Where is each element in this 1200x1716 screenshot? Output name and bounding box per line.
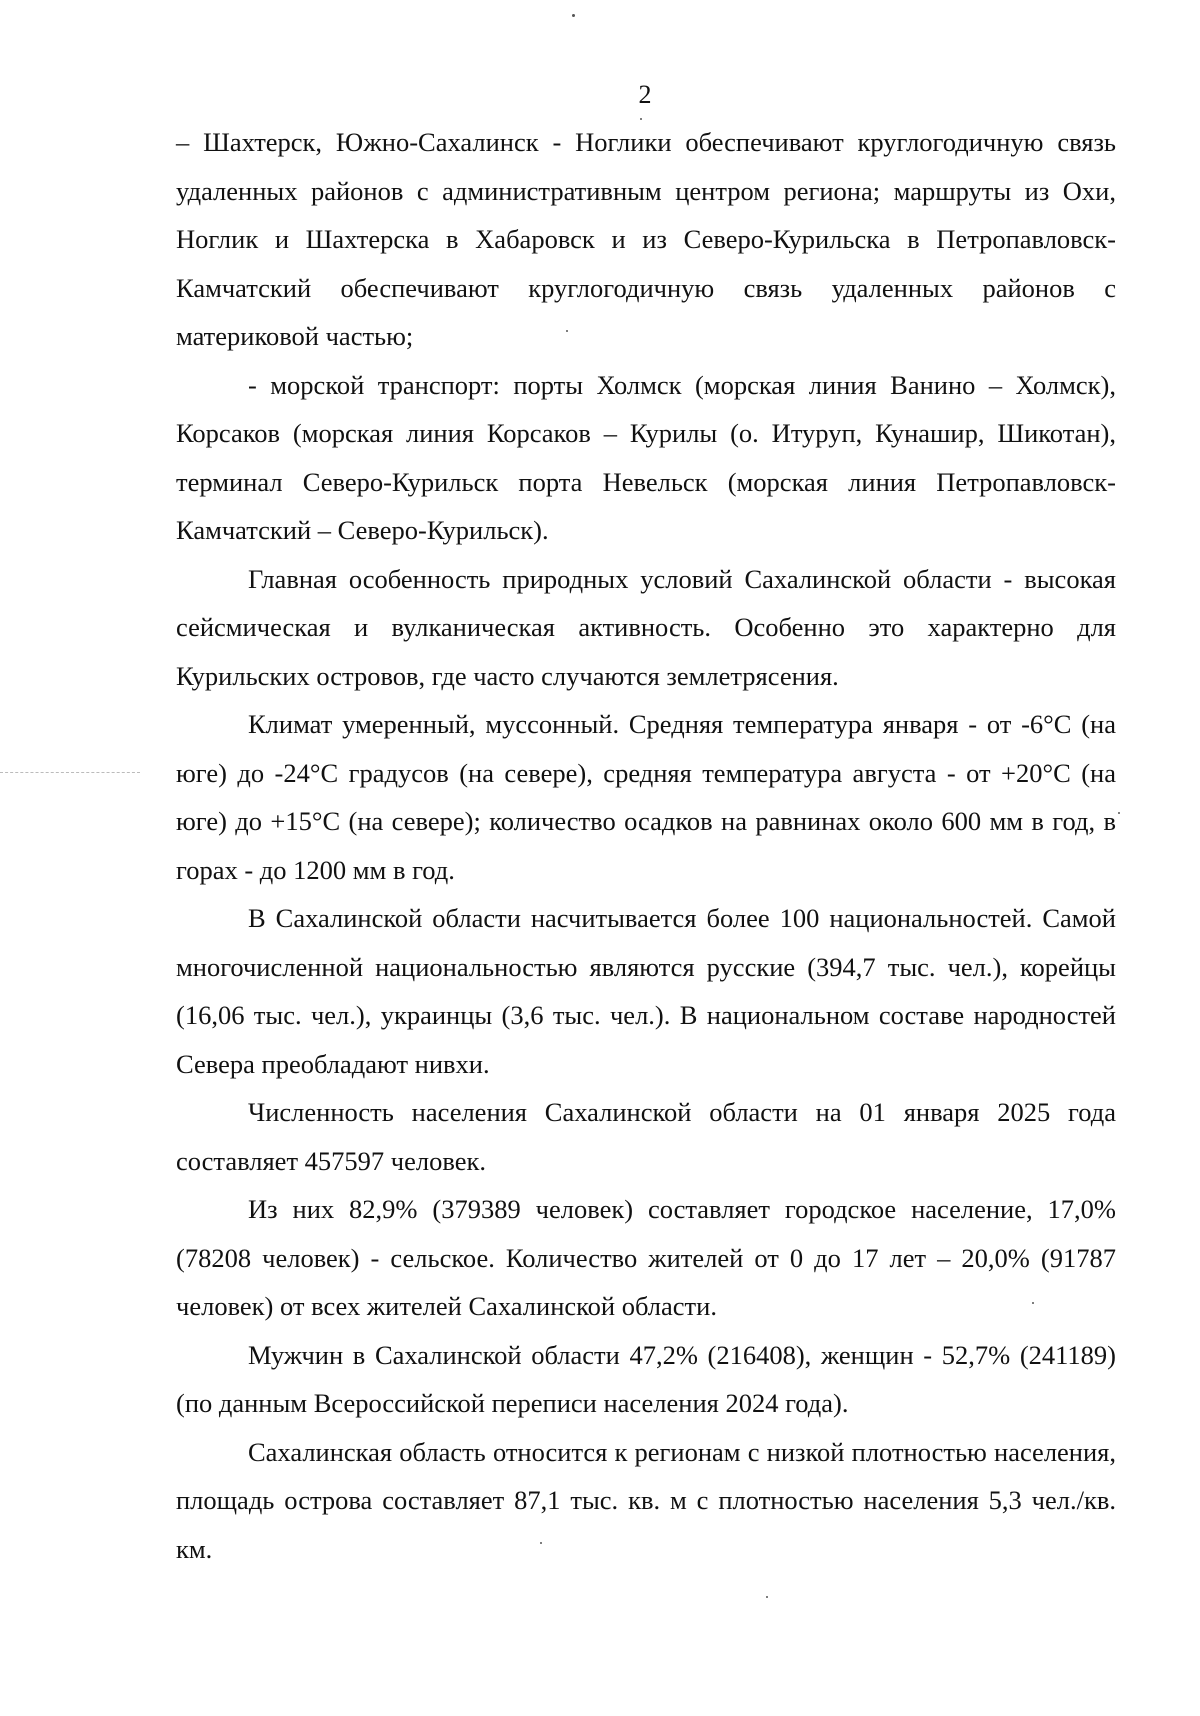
- scan-speck: [572, 14, 575, 17]
- page-number: 2: [638, 80, 652, 109]
- scan-speck: [540, 1542, 542, 1544]
- scan-speck: [1032, 1302, 1034, 1304]
- scan-edge-mark: [0, 772, 140, 774]
- body-text: [176, 118, 1116, 1573]
- paragraph-sea-transport: - морской транспорт: порты Холмск (морская линия Ванино – Холмск), Корсаков (морская линия Корсаков – Курилы (о. Итуруп, Кунашир, Шикотан), терминал Северо-Курильск порта Невельск (морская линия Петропавловск-Камчатский – Северо-Курильск).: [176, 369, 1116, 545]
- paragraph-nationalities: В Сахалинской области насчитывается более 100 национальностей. Самой многочисленной национальностью являются русские (394,7 тыс. чел.), корейцы (16,06 тыс. чел.), украинцы (3,6 тыс. чел.). В национальном составе народностей Севера преобладают нивхи.: [176, 903, 1116, 1079]
- scan-speck: [566, 330, 568, 332]
- scan-speck: [1118, 812, 1120, 814]
- paragraph-gender: Мужчин в Сахалинской области 47,2% (216408), женщин - 52,7% (241189) (по данным Всероссийской переписи населения 2024 года).: [176, 1339, 1116, 1418]
- paragraph-natural-conditions: Главная особенность природных условий Сахалинской области - высокая сейсмическая и вулканическая активность. Особенно это характерно для Курильских островов, где часто случаются землетрясения.: [176, 563, 1116, 691]
- paragraph-air-routes: – Шахтерск, Южно-Сахалинск - Ноглики обеспечивают круглогодичную связь удаленных районов с административным центром региона; маршруты из Охи, Ноглик и Шахтерска в Хабаровск и из Северо-Курильска в Петропавловск-Камчатский обеспечивают круглогодичную связь удаленных районов с материковой частью;: [176, 127, 1116, 351]
- paragraph-density: Сахалинская область относится к регионам с низкой плотностью населения, площадь острова составляет 87,1 тыс. кв. м с плотностью населения 5,3 чел./кв. км.: [176, 1436, 1116, 1564]
- paragraph-climate: Климат умеренный, муссонный. Средняя температура января - от -6°С (на юге) до -24°С градусов (на севере), средняя температура августа - от +20°С (на юге) до +15°С (на севере); количество осадков на равнинах около 600 мм в год, в горах - до 1200 мм в год.: [176, 709, 1116, 885]
- paragraph-urban-rural: Из них 82,9% (379389 человек) составляет городское население, 17,0% (78208 человек) - сельское. Количество жителей от 0 до 17 лет – 20,0% (91787 человек) от всех жителей Сахалинской области.: [176, 1194, 1116, 1321]
- paragraph-population-total: Численность населения Сахалинской области на 01 января 2025 года составляет 457597 человек.: [176, 1097, 1116, 1176]
- scan-speck: [766, 1596, 768, 1598]
- scan-speck: [640, 118, 642, 120]
